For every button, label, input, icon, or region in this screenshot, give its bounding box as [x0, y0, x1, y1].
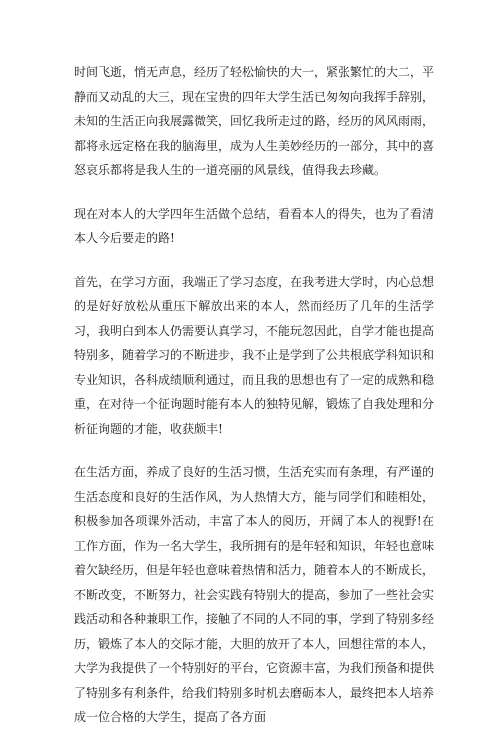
- paragraph-intro: 时间飞逝，悄无声息，经历了轻松愉快的大一，紧张繁忙的大二，平静而又动乱的大三，现在宝贵的四年大学生活已匆匆向我挥手辞别，未知的生活正向我展露微笑，回忆我所走过的路，经历的风风雨雨，都将永远定格在我的脑海里，成为人生美妙经历的一部分，其中的喜怒哀乐都将是我人生的一道亮丽的风景线，值得我去珍藏。: [74, 65, 435, 177]
- paragraph-life-work: 在生活方面，养成了良好的生活习惯，生活充实而有条理，有严谨的生活态度和良好的生活作风，为人热情大方，能与同学们和睦相处，积极参加各项课外活动，丰富了本人的阅历，开阔了本人的视野!在工作方面，作为一名大学生，我所拥有的是年轻和知识，年轻也意味着欠缺经历，但是年轻也意味着热情和活力，随着本人的不断成长，不断改变，不断努力，社会实践有特别大的提高，参加了一些社会实践活动和各种兼职工作，接触了不同的人不同的事，学到了特别多经历，锻炼了本人的交际才能，大胆的放开了本人，回想往常的本人，大学为我提供了一个特别好的平台，它资源丰富，为我们预备和提供了特别多有利条件，给我们特别多时机去磨砺本人，最终把本人培养成一位合格的大学生，提高了各方面: [74, 465, 435, 724]
- paragraph-summary: 现在对本人的大学四年生活做个总结，看看本人的得失，也为了看清本人今后要走的路!: [74, 206, 435, 245]
- document-body: [74, 60, 434, 749]
- paragraph-study: 首先，在学习方面，我端正了学习态度，在我考进大学时，内心总想的是好好放松从重压下解放出来的本人，然而经历了几年的生活学习，我明白到本人仍需要认真学习，不能玩忽因此，自学才能也提高特别多，随着学习的不断进步，我不止是学到了公共根底学科知识和专业知识，各科成绩顺利通过，而且我的思想也有了一定的成熟和稳重，在对待一个征询题时能有本人的独特见解，锻炼了自我处理和分析征询题的才能，收获颇丰!: [74, 274, 435, 436]
